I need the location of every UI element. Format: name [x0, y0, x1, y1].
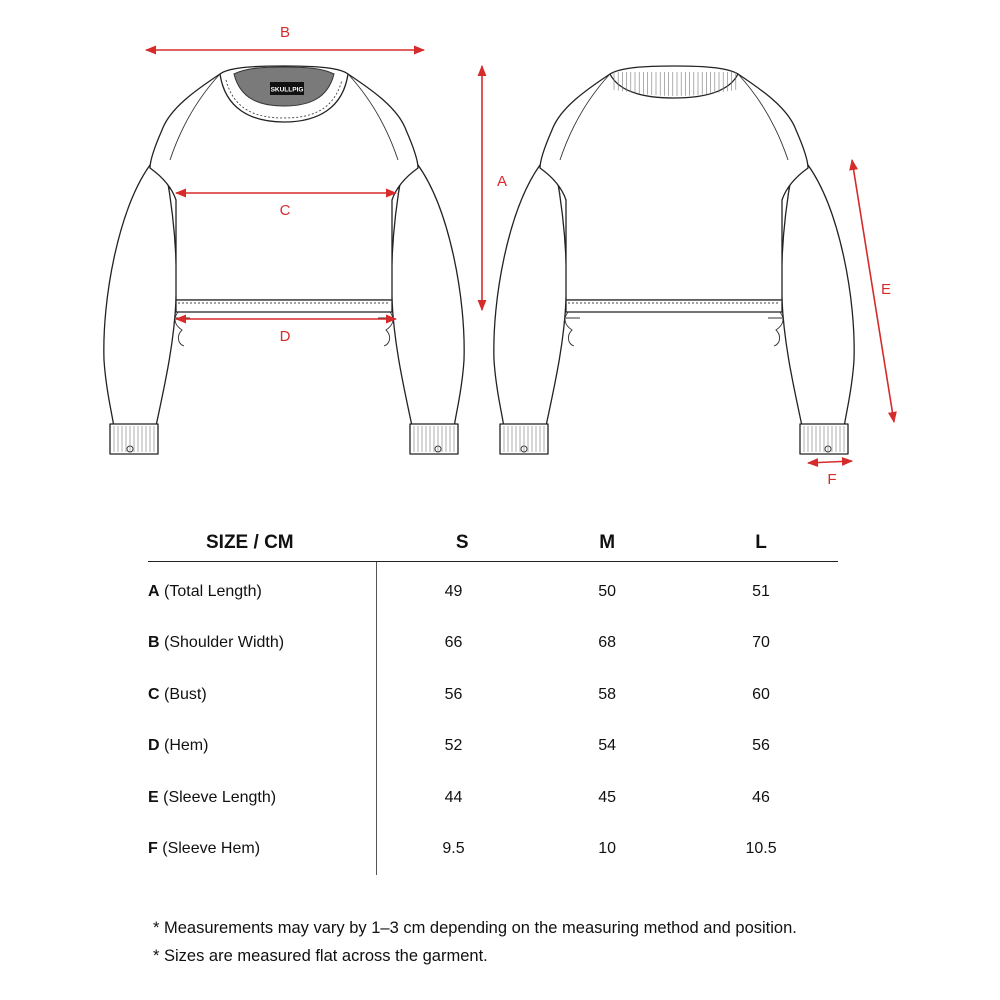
front-left-drawstring — [175, 312, 190, 346]
size-unit-header: SIZE / CM — [148, 525, 376, 562]
dimension-d — [176, 319, 396, 345]
value-m: 50 — [598, 582, 617, 600]
size-chart-table — [148, 525, 838, 875]
value-l: 60 — [752, 685, 770, 703]
value-s: 66 — [444, 634, 463, 652]
front-hem-band — [176, 300, 392, 312]
note-line-2: * Sizes are measured flat across the garment. — [153, 947, 488, 965]
back-right-drawstring — [768, 312, 783, 346]
brand-tag-text: SKULLPIG — [270, 86, 304, 94]
value-s: 56 — [444, 685, 463, 703]
back-hem-band — [566, 300, 782, 312]
svg-text:F: F — [827, 471, 837, 488]
value-l: 70 — [752, 634, 770, 652]
back-view — [494, 66, 854, 454]
table-row — [148, 721, 838, 773]
back-right-sleeve — [782, 165, 855, 428]
table-row — [148, 669, 838, 721]
value-m: 58 — [598, 685, 617, 703]
row-label: D (Hem) — [148, 721, 376, 773]
value-l: 10.5 — [745, 840, 777, 858]
measurement-notes — [153, 914, 797, 970]
dimension-f — [808, 461, 852, 488]
svg-text:C: C — [279, 202, 291, 219]
value-s: 9.5 — [442, 840, 465, 858]
svg-text:D: D — [279, 328, 291, 345]
value-m: 45 — [598, 788, 617, 806]
table-row — [148, 618, 838, 670]
table-row — [148, 562, 838, 618]
dimension-b — [146, 24, 424, 50]
value-s: 44 — [444, 788, 463, 806]
size-s-header: S — [376, 525, 530, 562]
row-label: E (Sleeve Length) — [148, 772, 376, 824]
table-row — [148, 772, 838, 824]
size-l-header: L — [684, 525, 838, 562]
value-s: 52 — [444, 737, 463, 755]
row-label: F (Sleeve Hem) — [148, 824, 376, 876]
table-header-row — [148, 525, 838, 562]
row-label: A (Total Length) — [148, 562, 376, 618]
value-l: 46 — [752, 788, 770, 806]
front-view — [104, 66, 464, 454]
front-left-sleeve — [104, 165, 177, 428]
back-body — [540, 70, 808, 301]
back-left-sleeve — [494, 165, 567, 428]
value-m: 10 — [598, 840, 617, 858]
svg-text:B: B — [279, 24, 291, 41]
value-s: 49 — [444, 582, 463, 600]
svg-text:E: E — [880, 281, 892, 298]
row-label: C (Bust) — [148, 669, 376, 721]
svg-text:A: A — [496, 173, 508, 190]
value-l: 56 — [752, 737, 770, 755]
front-right-drawstring — [378, 312, 393, 346]
value-l: 51 — [752, 582, 770, 600]
value-m: 54 — [598, 737, 617, 755]
row-label: B (Shoulder Width) — [148, 618, 376, 670]
note-line-1: * Measurements may vary by 1–3 cm depending on the measuring method and position. — [153, 919, 797, 937]
size-m-header: M — [530, 525, 684, 562]
table-row — [148, 824, 838, 876]
front-right-sleeve — [392, 165, 465, 428]
value-m: 68 — [598, 634, 617, 652]
dimension-e — [852, 160, 894, 422]
back-left-drawstring — [565, 312, 580, 346]
